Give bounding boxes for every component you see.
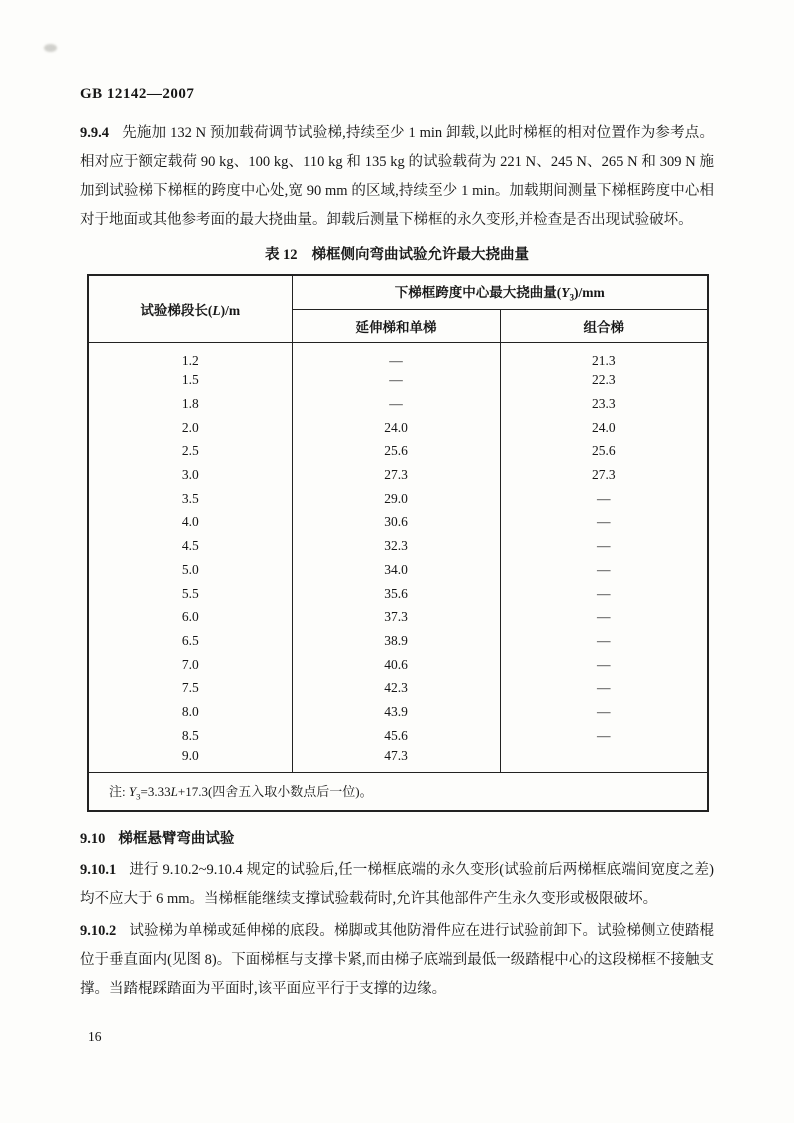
table-12-header [88, 275, 708, 342]
cell-combination: 22.3 [591, 372, 616, 388]
cell-extension-single: — [292, 392, 500, 416]
cell-ladder-length: 3.0 [88, 463, 292, 487]
note-tail: +17.3(四舍五入取小数点后一位)。 [177, 783, 373, 799]
cell-ladder-length: 6.5 [88, 629, 292, 653]
cell-extension-single: 35.6 [292, 582, 500, 606]
note-eq: =3.33 [140, 783, 171, 799]
table-row [88, 534, 708, 558]
cell-combination: — [597, 703, 611, 719]
note-sub-3: 3 [136, 791, 141, 802]
header-span-var: Y [561, 285, 570, 301]
table-row [88, 440, 708, 464]
table-row [88, 700, 708, 724]
table-row [88, 629, 708, 653]
note-var-y: Y [128, 783, 137, 799]
cell-extension-single: 29.0 [292, 487, 500, 511]
table-12-caption [80, 243, 714, 267]
table-12 [87, 274, 709, 812]
clause-number: 9.10.1 [80, 862, 117, 878]
header-test-ladder-length [88, 275, 292, 342]
table-row [88, 342, 708, 369]
cell-extension-single: 38.9 [292, 629, 500, 653]
cell-extension-single: 27.3 [292, 463, 500, 487]
header-combination-ladder: 组合梯 [500, 309, 708, 342]
cell-extension-single: 32.3 [292, 534, 500, 558]
table-row [88, 487, 708, 511]
cell-ladder-length: 2.0 [88, 416, 292, 440]
cell-ladder-length: 1.5 [88, 369, 292, 393]
cell-extension-single: 40.6 [292, 653, 500, 677]
cell-extension-single: — [292, 342, 500, 369]
cell-ladder-length: 8.5 [88, 724, 292, 748]
table-row [88, 463, 708, 487]
header-span-pre: 下梯框跨度中心最大挠曲量( [394, 285, 562, 301]
cell-combination: — [597, 632, 611, 648]
table-body [88, 342, 708, 772]
clause-9-10-2 [80, 917, 714, 1004]
cell-combination: 21.3 [591, 352, 616, 368]
table-note [88, 772, 708, 811]
cell-combination: 27.3 [591, 467, 616, 483]
cell-extension-single: — [292, 369, 500, 393]
table-caption-label: 表 12 [264, 247, 298, 263]
table-row [88, 416, 708, 440]
cell-ladder-length: 2.5 [88, 440, 292, 464]
cell-extension-single: 37.3 [292, 605, 500, 629]
cell-combination: — [597, 585, 611, 601]
cell-combination: — [597, 490, 611, 506]
cell-extension-single: 24.0 [292, 416, 500, 440]
note-label: 注: [109, 783, 126, 799]
cell-combination: — [597, 514, 611, 530]
cell-ladder-length: 4.5 [88, 534, 292, 558]
table-row [88, 748, 708, 773]
clause-number: 9.9.4 [80, 125, 109, 141]
table-row [88, 511, 708, 535]
standard-number-header: GB 12142—2007 [80, 86, 195, 102]
cell-extension-single: 34.0 [292, 558, 500, 582]
note-var-l: L [170, 783, 178, 799]
cell-ladder-length: 9.0 [88, 748, 292, 773]
cell-extension-single: 47.3 [292, 748, 500, 773]
table-note-row [88, 772, 708, 811]
header-extension-single-ladder: 延伸梯和单梯 [292, 309, 500, 342]
header-length-pre: 试验梯段长( [140, 302, 213, 318]
cell-ladder-length: 1.8 [88, 392, 292, 416]
scan-artifact [44, 44, 57, 52]
clause-text: 先施加 132 N 预加载荷调节试验梯,持续至少 1 min 卸载,以此时梯框的相对位置作为参考点。相对应于额定载荷 90 kg、100 kg、110 kg 和 135 kg 的试验载荷为 221 N、245 N、265 N 和 309 N 施加到试验梯下梯框的跨度中心处,宽 90 mm 的区域,持续至少 1 min。加载期间测量下梯框跨度中心相对于地面或其他参考面的最大挠曲量。卸载后测量下梯框的永久变形,并检查是否出现试验破坏。 [80, 125, 714, 228]
table-row [88, 724, 708, 748]
cell-ladder-length: 4.0 [88, 511, 292, 535]
cell-extension-single: 30.6 [292, 511, 500, 535]
cell-combination: — [597, 561, 611, 577]
cell-combination: — [597, 656, 611, 672]
cell-ladder-length: 7.5 [88, 676, 292, 700]
cell-combination: 24.0 [591, 419, 616, 435]
header-length-var: L [212, 302, 221, 318]
cell-combination: — [597, 727, 611, 743]
header-max-deflection-span [292, 275, 708, 309]
cell-ladder-length: 7.0 [88, 653, 292, 677]
cell-ladder-length: 6.0 [88, 605, 292, 629]
table-row [88, 582, 708, 606]
clause-text: 进行 9.10.2~9.10.4 规定的试验后,任一梯框底端的永久变形(试验前后两梯框底端间宽度之差)均不应大于 6 mm。当梯框能继续支撑试验载荷时,允许其他部件产生永久变形或极限破坏。 [80, 862, 714, 907]
table-row [88, 369, 708, 393]
clause-9-10-1 [80, 856, 714, 914]
heading-number: 9.10 [80, 831, 106, 847]
clause-number: 9.10.2 [80, 923, 117, 939]
cell-combination: 23.3 [591, 396, 616, 412]
clause-9-9-4 [80, 119, 714, 235]
header-span-sub: 3 [569, 293, 575, 304]
table-row [88, 558, 708, 582]
cell-combination: — [597, 609, 611, 625]
header-span-post: )/mm [574, 285, 605, 301]
cell-ladder-length: 5.0 [88, 558, 292, 582]
page-number: 16 [88, 1029, 102, 1044]
cell-combination: 25.6 [591, 443, 616, 459]
table-row [88, 653, 708, 677]
cell-combination: — [597, 538, 611, 554]
cell-ladder-length: 5.5 [88, 582, 292, 606]
cell-ladder-length: 3.5 [88, 487, 292, 511]
table-row [88, 605, 708, 629]
cell-ladder-length: 1.2 [88, 342, 292, 369]
table-caption-title: 梯框侧向弯曲试验允许最大挠曲量 [311, 247, 530, 263]
clause-text: 试验梯为单梯或延伸梯的底段。梯脚或其他防滑件应在进行试验前卸下。试验梯侧立使踏棍位于垂直面内(见图 8)。下面梯框与支撑卡紧,而由梯子底端到最低一级踏棍中心的这段梯框不接触支撑。当踏棍踩踏面为平面时,该平面应平行于支撑的边缘。 [80, 923, 714, 997]
cell-combination: — [597, 680, 611, 696]
cell-extension-single: 42.3 [292, 676, 500, 700]
table-row [88, 392, 708, 416]
header-length-post: )/m [220, 302, 241, 318]
cell-ladder-length: 8.0 [88, 700, 292, 724]
cell-combination [500, 748, 708, 773]
cell-extension-single: 43.9 [292, 700, 500, 724]
heading-9-10 [80, 825, 714, 853]
cell-extension-single: 45.6 [292, 724, 500, 748]
table-row [88, 676, 708, 700]
cell-extension-single: 25.6 [292, 440, 500, 464]
heading-title: 梯框悬臂弯曲试验 [118, 831, 235, 847]
